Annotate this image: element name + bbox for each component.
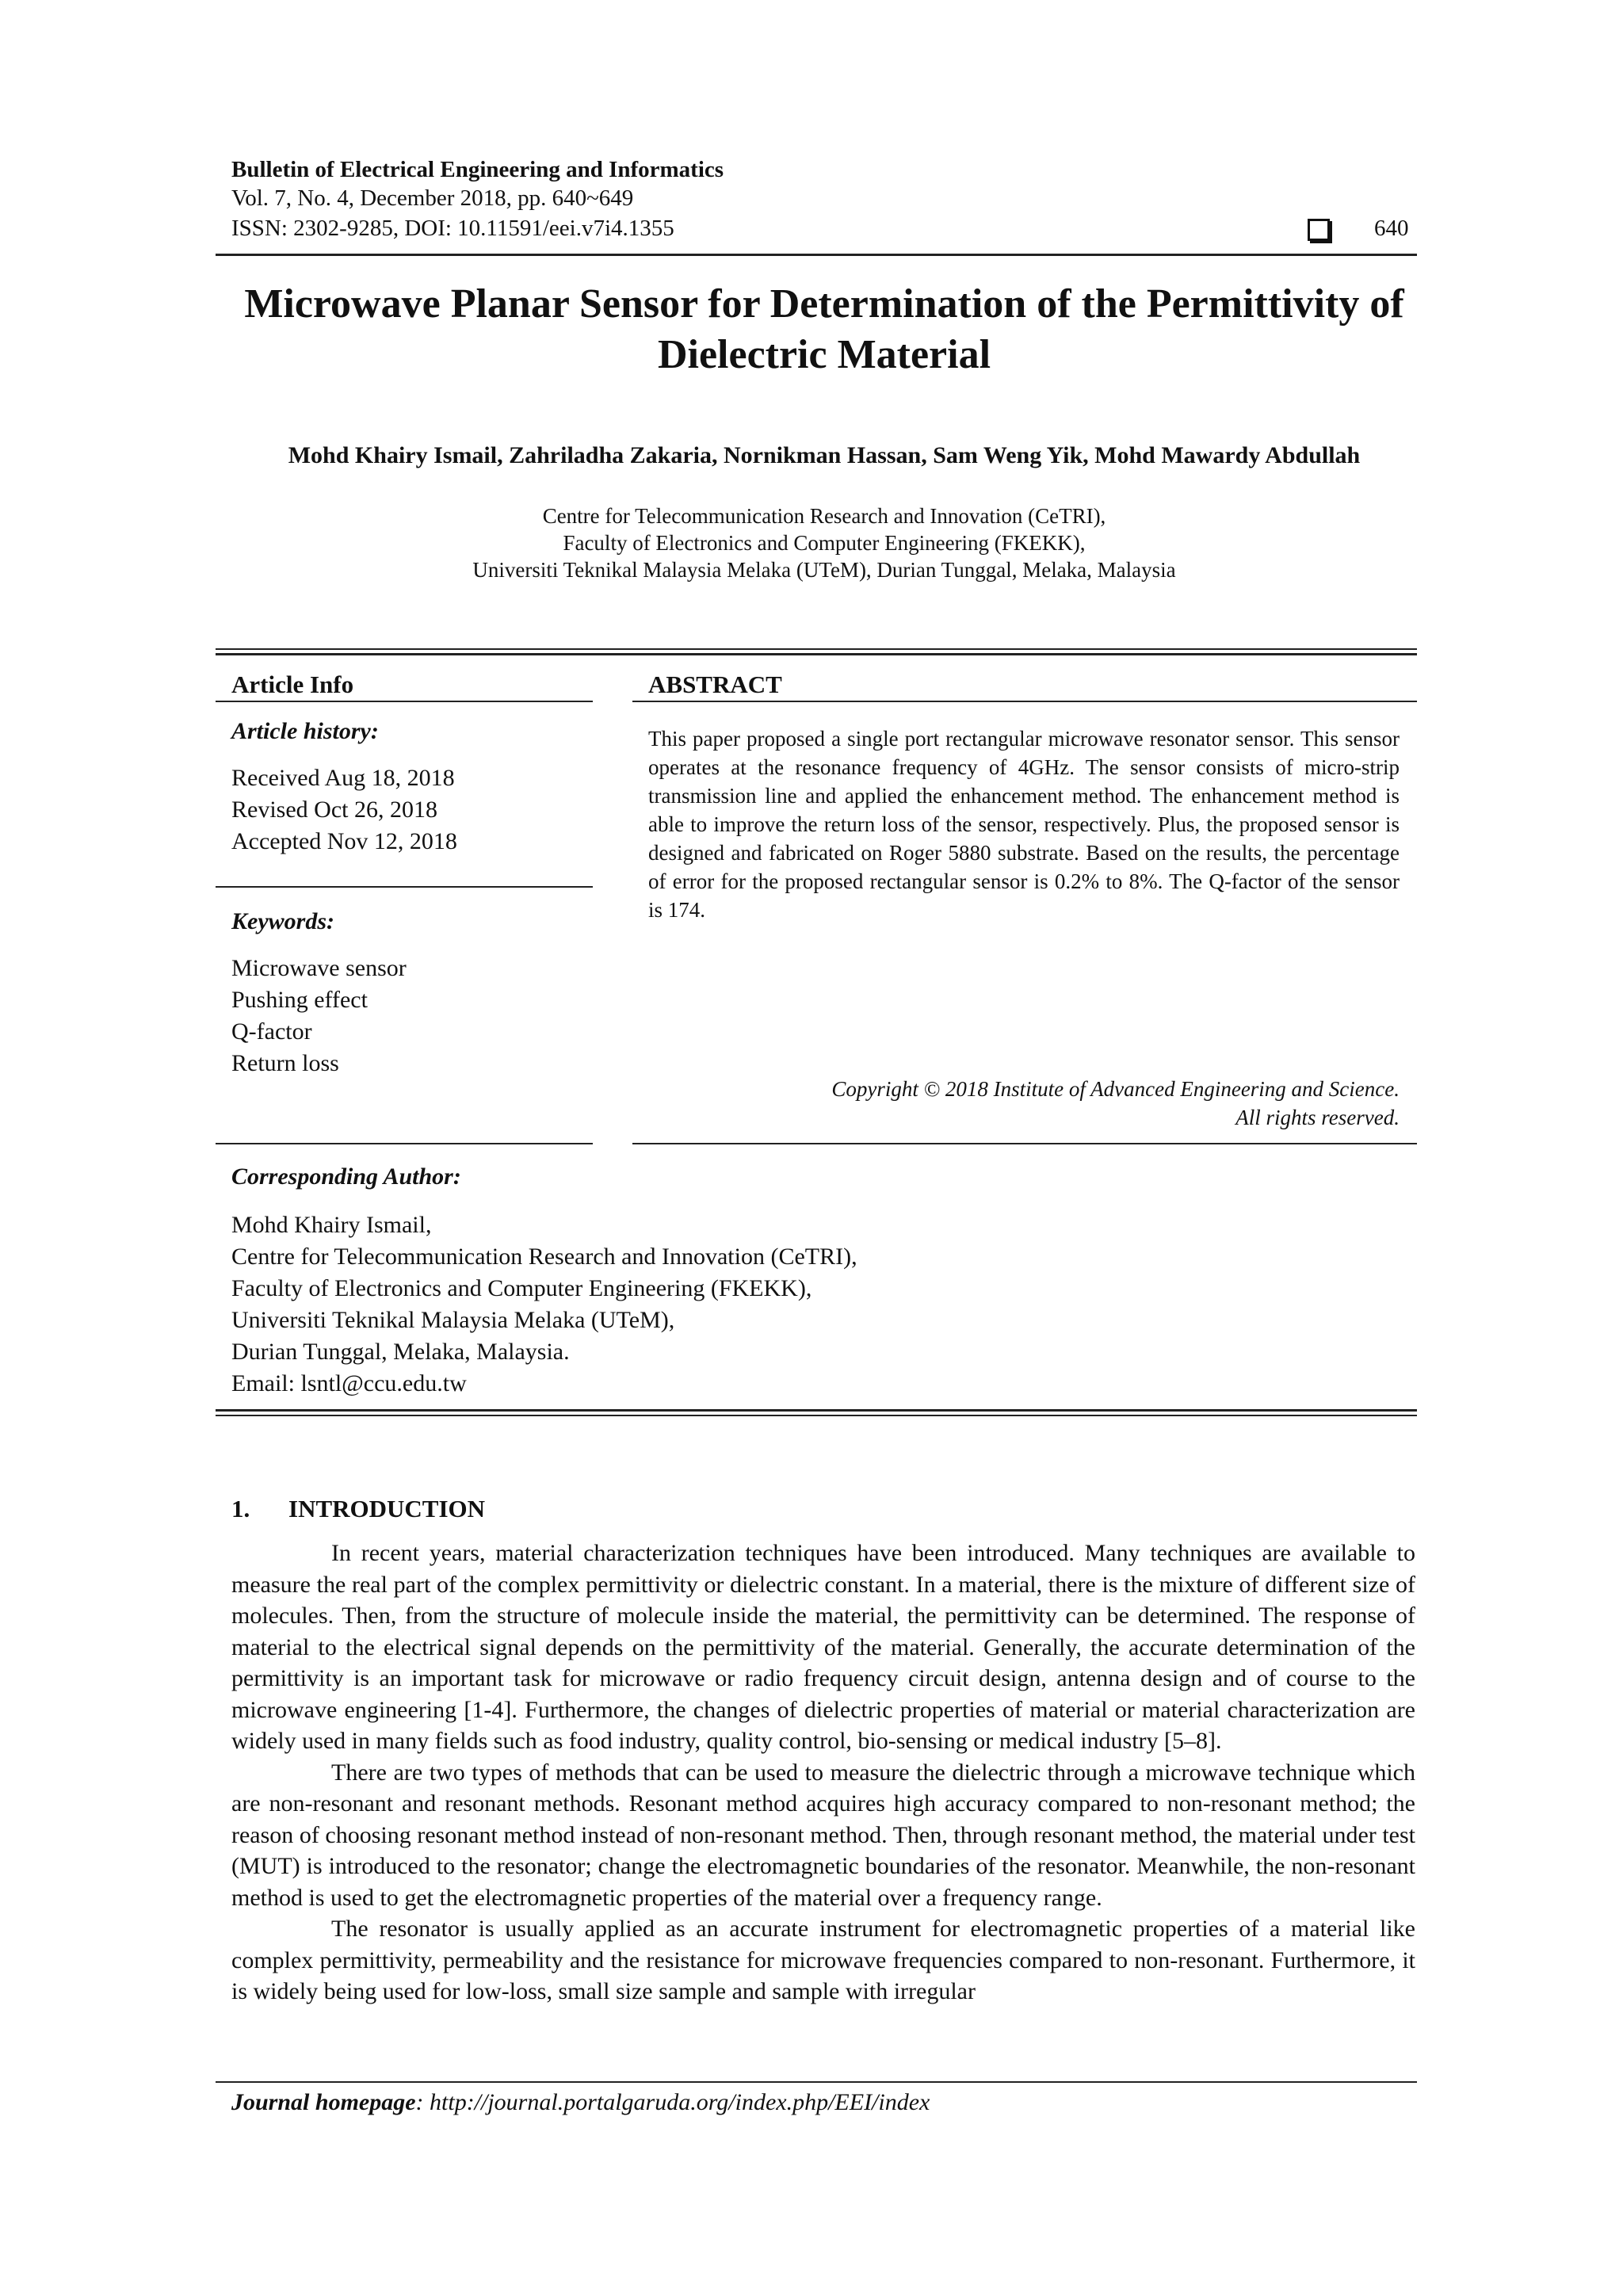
header-rule: [216, 254, 1417, 256]
section-number: 1.: [231, 1495, 250, 1522]
page-number: 640: [1374, 216, 1409, 241]
affiliation-line: Universiti Teknikal Malaysia Melaka (UTeM), Durian Tunggal, Melaka, Malaysia: [472, 558, 1176, 582]
history-revised: Revised Oct 26, 2018: [231, 797, 437, 823]
info-bottom-rule: [216, 1409, 1417, 1412]
checkbox-icon: [1308, 219, 1330, 241]
paragraph: In recent years, material characterization techniques have been introduced. Many techniques are available to measure the real part of the complex permittivity or dielectric constant. In a material, there is the mixture of different size of molecules. Then, from the structure of molecule inside the material, the permittivity can be determined. The response of material to the electrical signal depends on the permittivity of the material. Generally, the accurate determination of the permittivity is an important task for microwave or radio frequency circuit design, antenna design and of course to the microwave engineering [1-4]. Furthermore, the changes of dielectric properties of material or material characterization are widely used in many fields such as food industry, quality control, bio-sensing or medical industry [5–8].: [231, 1540, 1415, 1754]
keywords-rule: [216, 886, 593, 888]
abstract-text: This paper proposed a single port rectangular microwave resonator sensor. This sensor operates at the resonance frequency of 4GHz. The sensor consists of micro-strip transmission line and applied the enhancement method. The enhancement method is able to improve the return loss of the sensor, respectively. Plus, the proposed sensor is designed and fabricated on Roger 5880 substrate. Based on the results, the percentage of error for the proposed rectangular sensor is 0.2% to 8%. The Q-factor of the sensor is 174.: [648, 727, 1400, 922]
corresponding-line: Faculty of Electronics and Computer Engineering (FKEKK),: [231, 1275, 812, 1301]
corresponding-line: Durian Tunggal, Melaka, Malaysia.: [231, 1339, 570, 1365]
footer-rule: [216, 2081, 1417, 2083]
article-history-label: Article history:: [231, 718, 379, 744]
corresponding-line: Centre for Telecommunication Research and Innovation (CeTRI),: [231, 1244, 857, 1270]
section-heading: INTRODUCTION: [288, 1495, 486, 1522]
history-accepted: Accepted Nov 12, 2018: [231, 828, 457, 854]
keyword-item: Return loss: [231, 1050, 339, 1076]
info-bottom-rule-2: [216, 1415, 1417, 1416]
introduction-body: [231, 1538, 1415, 2008]
corresponding-line: Universiti Teknikal Malaysia Melaka (UTeM),: [231, 1307, 675, 1333]
affiliation: [238, 502, 1411, 583]
keywords-label: Keywords:: [231, 908, 334, 934]
journal-homepage: [231, 2089, 930, 2116]
paragraph: There are two types of methods that can be used to measure the dielectric through a microwave technique which are non-resonant and resonant methods. Resonant method acquires high accuracy compared to non-resonant method; the reason of choosing resonant method instead of non-resonant method. Then, through resonant method, the material under test (MUT) is introduced to the resonator; change the electromagnetic boundaries of the resonator. Meanwhile, the non-resonant method is used to get the electromagnetic properties of the material over a frequency range.: [231, 1759, 1415, 1911]
homepage-label: Journal homepage: [231, 2089, 416, 2115]
author-list: Mohd Khairy Ismail, Zahriladha Zakaria, Nornikman Hassan, Sam Weng Yik, Mohd Mawardy Abdullah: [288, 442, 1361, 468]
corresponding-email[interactable]: Email: lsntl@ccu.edu.tw: [231, 1370, 467, 1396]
info-top-rule: [216, 648, 1417, 650]
article-info-rule: [216, 701, 593, 702]
homepage-url[interactable]: : http://journal.portalgaruda.org/index.php/EEI/index: [415, 2089, 930, 2115]
keyword-item: Microwave sensor: [231, 955, 407, 981]
affiliation-line: Centre for Telecommunication Research and Innovation (CeTRI),: [542, 504, 1106, 528]
corresponding-line: Mohd Khairy Ismail,: [231, 1212, 432, 1238]
copyright-line: Copyright © 2018 Institute of Advanced Engineering and Science.: [831, 1077, 1400, 1101]
copyright: [648, 1075, 1400, 1132]
article-info-bottom-rule: [216, 1143, 593, 1144]
corresponding-label: Corresponding Author:: [231, 1163, 461, 1190]
abstract-heading: ABSTRACT: [648, 670, 782, 698]
affiliation-line: Faculty of Electronics and Computer Engineering (FKEKK),: [563, 531, 1086, 555]
copyright-line: All rights reserved.: [1235, 1106, 1400, 1129]
keyword-item: Q-factor: [231, 1018, 312, 1045]
corresponding-details: [231, 1209, 857, 1400]
history-received: Received Aug 18, 2018: [231, 765, 455, 791]
abstract-bottom-rule: [632, 1143, 1417, 1144]
paper-title: Microwave Planar Sensor for Determination of the Permittivity of Dielectric Material: [244, 281, 1404, 377]
keyword-item: Pushing effect: [231, 987, 368, 1013]
info-top-rule-2: [216, 653, 1417, 655]
paragraph: The resonator is usually applied as an accurate instrument for electromagnetic properties of a material like complex permittivity, permeability and the resistance for microwave frequencies compared to non-resonant. Furthermore, it is widely being used for low-loss, small size sample and sample with irregular: [231, 1916, 1415, 2004]
abstract-rule: [632, 701, 1417, 702]
keyword-list: [231, 953, 407, 1079]
article-info-heading: Article Info: [231, 670, 354, 698]
journal-volume: Vol. 7, No. 4, December 2018, pp. 640~649: [231, 185, 634, 211]
journal-name: Bulletin of Electrical Engineering and Informatics: [231, 157, 724, 182]
journal-issn: ISSN: 2302-9285, DOI: 10.11591/eei.v7i4.1355: [231, 216, 674, 241]
article-history: [231, 762, 457, 858]
